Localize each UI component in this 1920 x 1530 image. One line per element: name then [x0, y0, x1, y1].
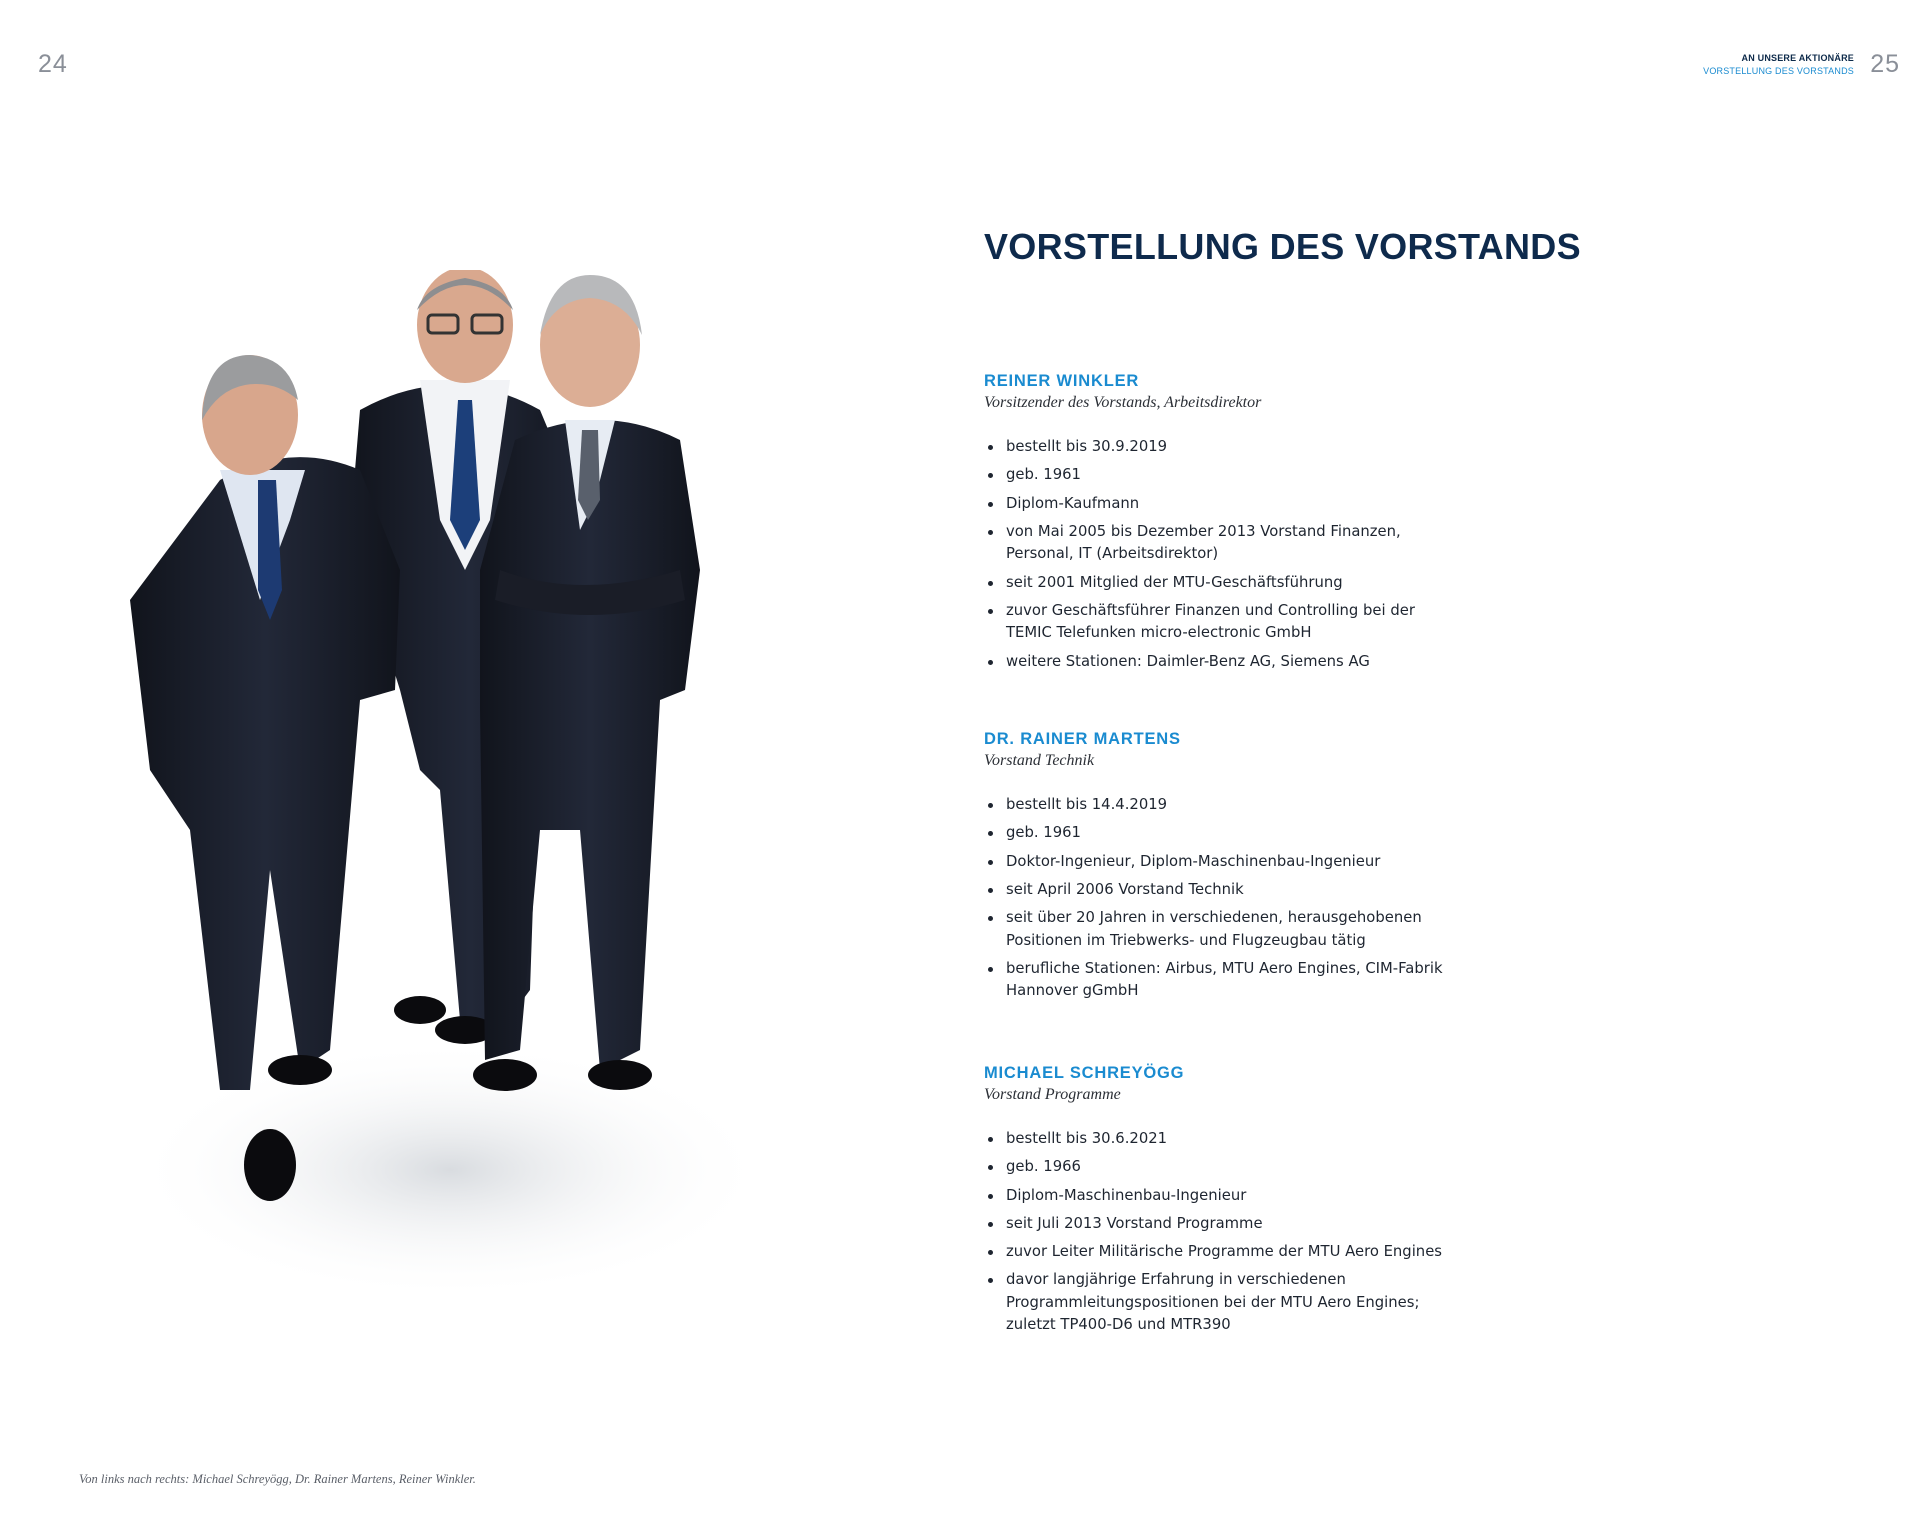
fact-item: berufliche Stationen: Airbus, MTU Aero Engines, CIM-Fabrik Hannover gGmbH	[984, 958, 1444, 1003]
member-facts-list	[984, 436, 1444, 673]
member-name: MICHAEL SCHREYÖGG	[984, 1064, 1185, 1082]
fact-item: seit 2001 Mitglied der MTU-Geschäftsführung	[984, 572, 1444, 595]
member-profile-winkler	[984, 370, 1444, 679]
running-head-section: AN UNSERE AKTIONÄRE	[1741, 53, 1854, 63]
fact-item: zuvor Leiter Militärische Programme der MTU Aero Engines	[984, 1241, 1444, 1264]
fact-item: geb. 1966	[984, 1156, 1444, 1179]
fact-item: bestellt bis 30.6.2021	[984, 1128, 1444, 1151]
photo-caption: Von links nach rechts: Michael Schreyögg, Dr. Rainer Martens, Reiner Winkler.	[79, 1472, 476, 1486]
member-role: Vorstand Programme	[984, 1086, 1121, 1103]
member-name: DR. RAINER MARTENS	[984, 730, 1181, 748]
member-role: Vorstand Technik	[984, 752, 1095, 769]
member-facts-list	[984, 794, 1444, 1003]
fact-item: davor langjährige Erfahrung in verschiedenen Programmleitungspositionen bei der MTU Aero Engines; zuletzt TP400-D6 und MTR390	[984, 1269, 1444, 1337]
fact-item: geb. 1961	[984, 464, 1444, 487]
fact-item: seit Juli 2013 Vorstand Programme	[984, 1213, 1444, 1236]
fact-item: bestellt bis 14.4.2019	[984, 794, 1444, 817]
fact-item: geb. 1961	[984, 822, 1444, 845]
member-profile-martens	[984, 728, 1444, 1009]
page-title: VORSTELLUNG DES VORSTANDS	[984, 226, 1581, 267]
member-name: REINER WINKLER	[984, 372, 1140, 390]
fact-item: von Mai 2005 bis Dezember 2013 Vorstand Finanzen, Personal, IT (Arbeitsdirektor)	[984, 521, 1444, 566]
member-facts-list	[984, 1128, 1444, 1337]
page-number-left: 24	[38, 50, 68, 78]
fact-item: weitere Stationen: Daimler-Benz AG, Siemens AG	[984, 651, 1444, 674]
page-number-right: 25	[1870, 50, 1900, 78]
fact-item: seit über 20 Jahren in verschiedenen, herausgehobenen Positionen im Triebwerks- und Flugzeugbau tätig	[984, 907, 1444, 952]
member-profile-schreyoegg	[984, 1062, 1444, 1343]
fact-item: seit April 2006 Vorstand Technik	[984, 879, 1444, 902]
member-role: Vorsitzender des Vorstands, Arbeitsdirektor	[984, 394, 1262, 411]
running-head	[1703, 52, 1854, 78]
fact-item: bestellt bis 30.9.2019	[984, 436, 1444, 459]
fact-item: Diplom-Kaufmann	[984, 493, 1444, 516]
running-head-chapter: VORSTELLUNG DES VORSTANDS	[1703, 66, 1854, 76]
fact-item: Doktor-Ingenieur, Diplom-Maschinenbau-Ingenieur	[984, 851, 1444, 874]
board-group-photo	[120, 270, 880, 1300]
fact-item: zuvor Geschäftsführer Finanzen und Controlling bei der TEMIC Telefunken micro-electronic GmbH	[984, 600, 1444, 645]
fact-item: Diplom-Maschinenbau-Ingenieur	[984, 1185, 1444, 1208]
